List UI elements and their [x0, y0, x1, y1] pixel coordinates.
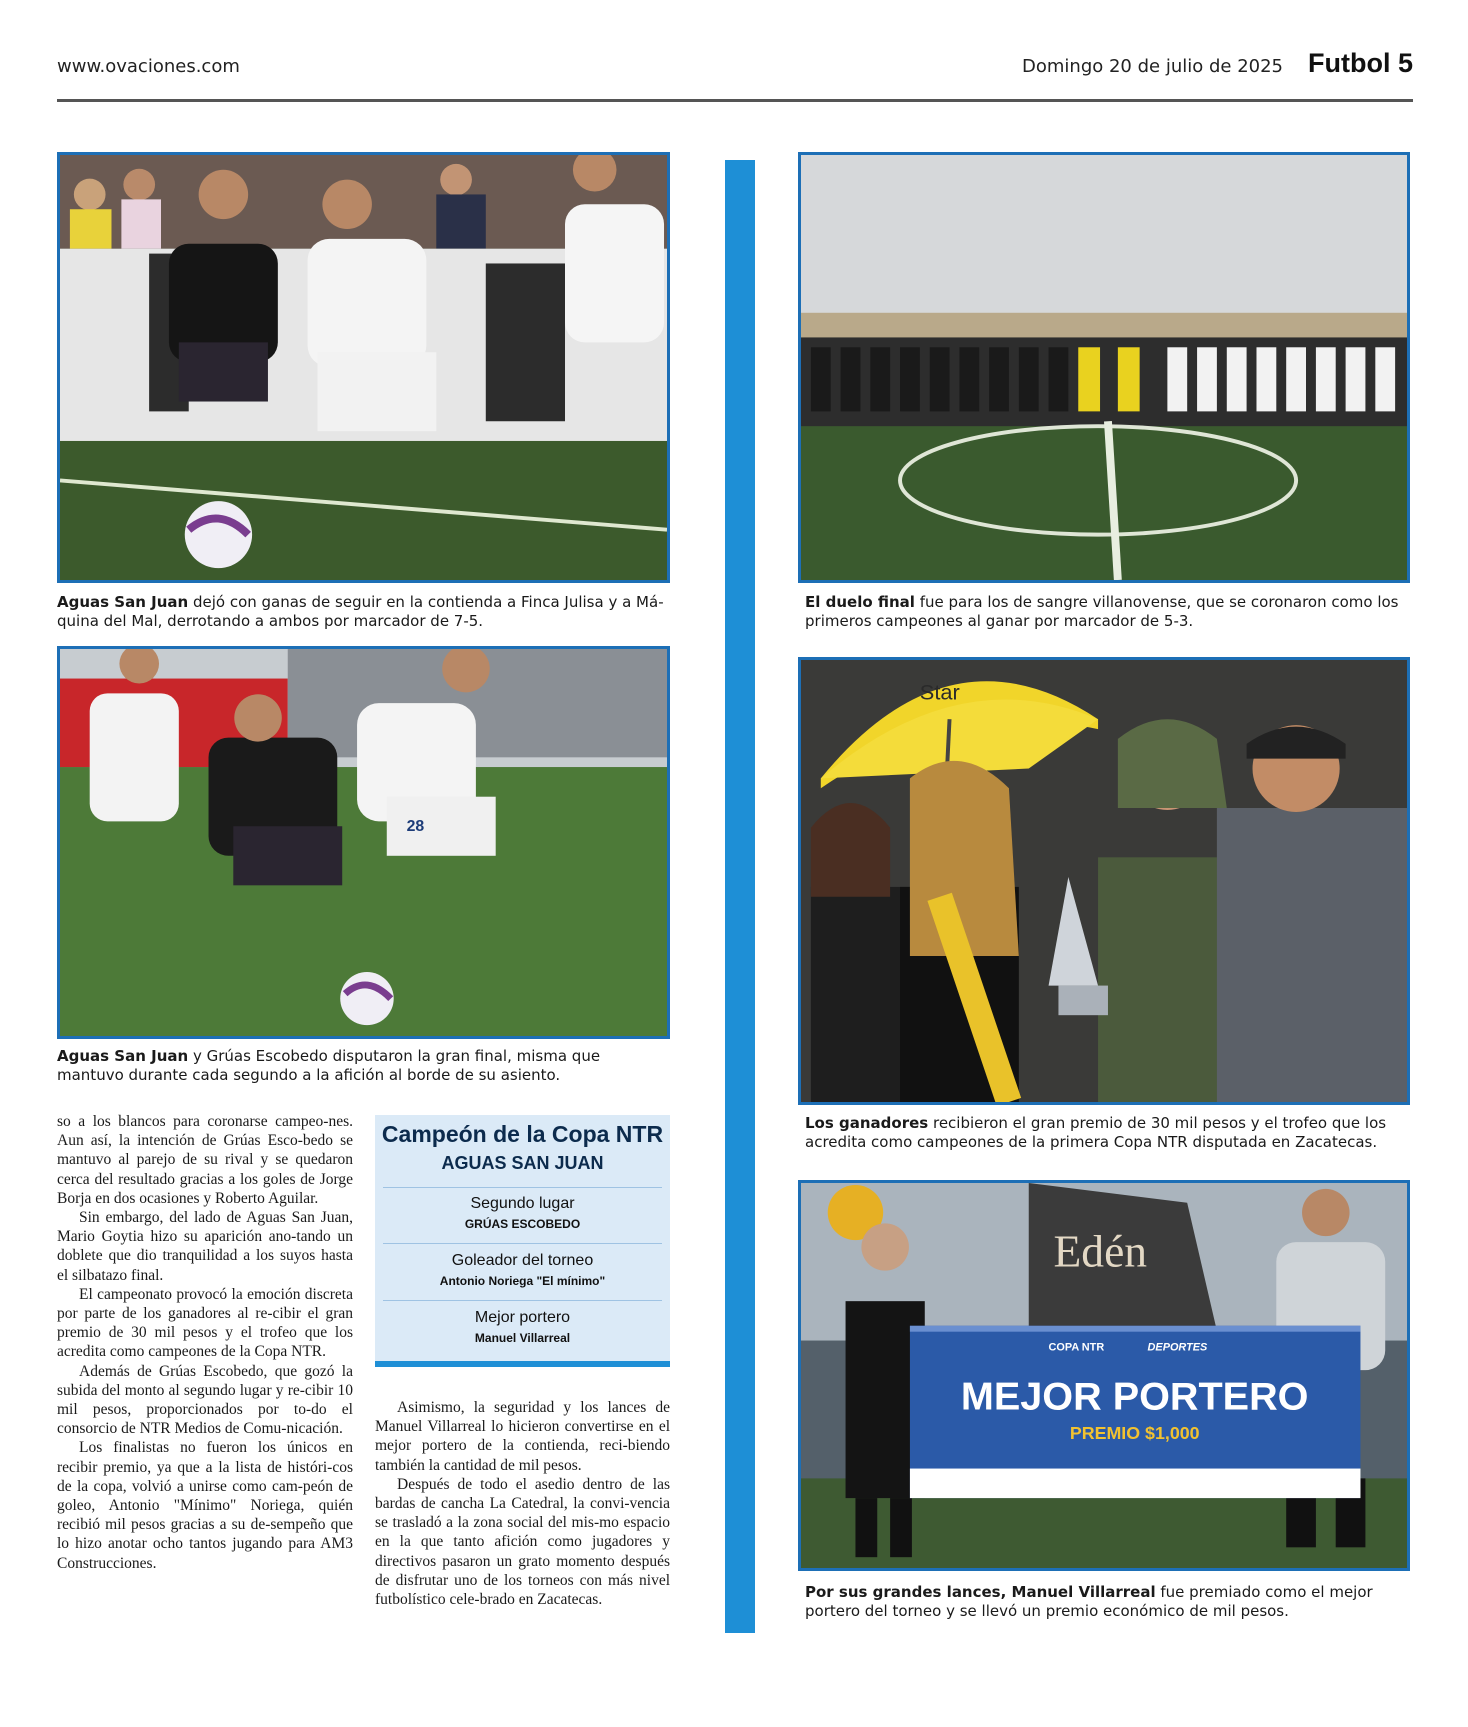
section-title: Futbol 5: [1308, 48, 1413, 78]
caption-photo-3: [57, 1047, 670, 1085]
infobox-label-scorer: Goleador del torneo: [451, 1252, 594, 1269]
caption-photo-4: [805, 1114, 1410, 1152]
issue-date: Domingo 20 de julio de 2025: [1022, 56, 1283, 77]
caption-lead: Aguas San Juan: [57, 593, 189, 611]
article-paragraph: Asimismo, la seguridad y los lances de Manuel Villarreal lo hicieron convertirse en el mejor portero de la contienda, reci-biendo también la cantidad de mil pesos.: [375, 1399, 670, 1474]
infobox-champion: AGUAS SAN JUAN: [441, 1153, 604, 1173]
caption-photo-5: [805, 1583, 1410, 1621]
article-column-1: [57, 1112, 353, 1573]
infobox-divider: [383, 1243, 662, 1244]
shirt-number: 28: [406, 818, 425, 836]
banner-logo-left: COPA NTR: [1048, 1341, 1105, 1354]
infobox-value-goalkeeper: Manuel Villarreal: [474, 1331, 571, 1345]
caption-lead: El duelo final: [805, 593, 915, 611]
infobox-divider: [383, 1187, 662, 1188]
photo-match-action-2: [57, 646, 670, 1039]
article-paragraph: Además de Grúas Escobedo, que gozó la subida del monto al segundo lugar y re-cibir 10 mil pesos, proporcionados por to-do el consorcio de NTR Medios de Comu-nicación.: [57, 1362, 353, 1438]
caption-text: fue para los de sangre villanovense, que se coronaron como los primeros campeones al ganar por marcador de 5-3.: [805, 593, 1399, 630]
caption-lead: Los ganadores: [805, 1114, 929, 1132]
page-header: [57, 48, 1413, 88]
infobox-divider: [383, 1300, 662, 1301]
caption-text: dejó con ganas de seguir en la contienda a Finca Julisa y a Má-quina del Mal, derrotando a ambos por marcador de 7-5.: [57, 593, 664, 630]
caption-photo-2: [805, 593, 1410, 631]
umbrella-brand: Star: [919, 679, 960, 705]
article-paragraph: Después de todo el asedio dentro de las bardas de cancha La Catedral, la convi-vencia se trasladó a la zona social del mis-mo espacio en la que tanto afición como jugadores y directivos pasaron un grato momento después de disfrutar uno de los torneos con más nivel futbolístico cele-brado en Zacatecas.: [375, 1475, 670, 1609]
infobox-value-scorer: Antonio Noriega "El mínimo": [439, 1274, 606, 1288]
article-column-2: [375, 1398, 670, 1609]
header-rule: [57, 99, 1413, 102]
article-paragraph: so a los blancos para coronarse campeo-nes. Aun así, la intención de Grúas Esco-bedo se mantuvo al parejo de su rival y se quedaron cerca del resultado gracias a los goles de Jorge Borja en dos ocasiones y Roberto Aguilar.: [57, 1113, 353, 1207]
photo-winners-trophy: [798, 657, 1410, 1105]
infobox-title: Campeón de la Copa NTR: [381, 1121, 664, 1147]
column-divider-bar: [725, 160, 755, 1633]
banner-prize: PREMIO $1,000: [1069, 1423, 1200, 1443]
site-url[interactable]: www.ovaciones.com: [57, 56, 240, 77]
infobox-value-second: GRÚAS ESCOBEDO: [464, 1217, 581, 1231]
photo-best-goalkeeper: [798, 1180, 1410, 1571]
article-paragraph: Sin embargo, del lado de Aguas San Juan, Mario Goytia hizo su aparición ano-tando un doblete que dio tranquilidad a los suyos hasta el silbatazo final.: [57, 1209, 353, 1284]
article-paragraph: Los finalistas no fueron los únicos en recibir premio, ya que a la lista de históri-cos de la copa, volvió a unirse como cam-peón de goleo, Antonio "Mínimo" Noriega, quién recibió mil pesos gracias a su de-sempeño que lo hizo anotar ocho tantos jugando para AM3 Construcciones.: [57, 1439, 353, 1572]
banner-logo-right: DEPORTES: [1147, 1341, 1208, 1354]
caption-text: y Grúas Escobedo disputaron la gran final, misma que mantuvo durante cada segundo a la afición al borde de su asiento.: [57, 1047, 601, 1084]
banner-title: MEJOR PORTERO: [960, 1374, 1309, 1419]
article-paragraph: El campeonato provocó la emoción discreta por parte de los ganadores al re-cibir el gran premio de 30 mil pesos y el trofeo que los acredita como campeones de la Copa NTR.: [57, 1285, 353, 1361]
caption-text: fue premiado como el mejor portero del torneo y se llevó un premio económico de mil pesos.: [805, 1583, 1373, 1620]
caption-lead: Por sus grandes lances, Manuel Villarreal: [805, 1583, 1156, 1601]
champions-infobox: [375, 1115, 670, 1367]
caption-lead: Aguas San Juan: [57, 1047, 189, 1065]
infobox-label-second: Segundo lugar: [470, 1195, 575, 1212]
flag-text: Edén: [1053, 1226, 1148, 1277]
infobox-label-goalkeeper: Mejor portero: [474, 1309, 571, 1326]
caption-photo-1: [57, 593, 670, 631]
photo-match-action-1: [57, 152, 670, 583]
photo-team-lineup: [798, 152, 1410, 583]
caption-text: recibieron el gran premio de 30 mil pesos y el trofeo que los acredita como campeones de la primera Copa NTR disputada en Zacatecas.: [805, 1114, 1387, 1151]
